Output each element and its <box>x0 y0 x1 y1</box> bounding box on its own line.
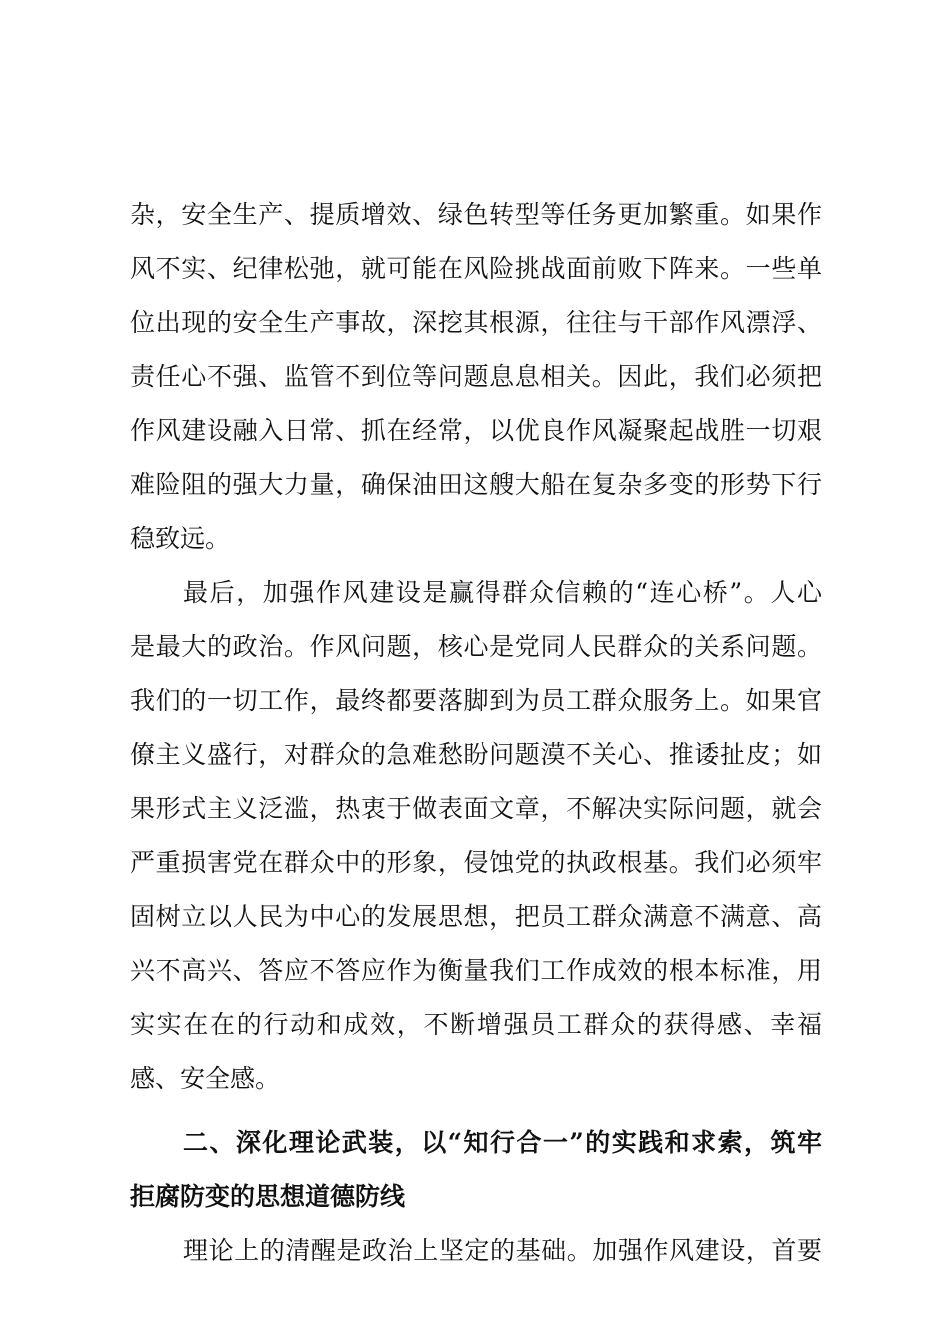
text-line: 杂，安全生产、提质增效、绿色转型等任务更加繁重。如果作 <box>130 200 822 229</box>
text-line: 兴不高兴、答应不答应作为衡量我们工作成效的根本标准，用 <box>130 956 822 985</box>
text-line: 固树立以人民为中心的发展思想，把员工群众满意不满意、高 <box>130 902 822 931</box>
text-line: 稳致远。 <box>130 524 231 553</box>
text-line: 作风建设融入日常、抓在经常，以优良作风凝聚起战胜一切艰 <box>130 416 822 445</box>
text-line: 实实在在的行动和成效，不断增强员工群众的获得感、幸福 <box>130 1010 822 1039</box>
section-heading <box>130 1116 822 1224</box>
text-line: 果形式主义泛滥，热衷于做表面文章，不解决实际问题，就会 <box>130 794 822 823</box>
text-line: 感、安全感。 <box>130 1064 281 1093</box>
text-line: 严重损害党在群众中的形象，侵蚀党的执政根基。我们必须牢 <box>130 848 822 877</box>
text-line: 僚主义盛行，对群众的急难愁盼问题漠不关心、推诿扯皮；如 <box>130 740 822 769</box>
text-line: 难险阻的强大力量，确保油田这艘大船在复杂多变的形势下行 <box>130 470 822 499</box>
text-line: 最后，加强作风建设是赢得群众信赖的“连心桥”。人心 <box>183 578 822 607</box>
paragraph-continuation <box>130 188 822 566</box>
document-page <box>130 188 822 1278</box>
text-line: 我们的一切工作，最终都要落脚到为员工群众服务上。如果官 <box>130 686 822 715</box>
heading-line: 二、深化理论武装，以“知行合一”的实践和求索，筑牢 <box>183 1128 822 1157</box>
text-line: 风不实、纪律松弛，就可能在风险挑战面前败下阵来。一些单 <box>130 254 822 283</box>
text-line: 理论上的清醒是政治上坚定的基础。加强作风建设，首要 <box>183 1236 822 1265</box>
text-line: 责任心不强、监管不到位等问题息息相关。因此，我们必须把 <box>130 362 822 391</box>
heading-line: 拒腐防变的思想道德防线 <box>130 1182 406 1211</box>
text-line: 位出现的安全生产事故，深挖其根源，往往与干部作风漂浮、 <box>130 308 822 337</box>
text-line: 是最大的政治。作风问题，核心是党同人民群众的关系问题。 <box>130 632 822 661</box>
paragraph-theory <box>130 1224 822 1278</box>
paragraph-finally <box>130 566 822 1106</box>
